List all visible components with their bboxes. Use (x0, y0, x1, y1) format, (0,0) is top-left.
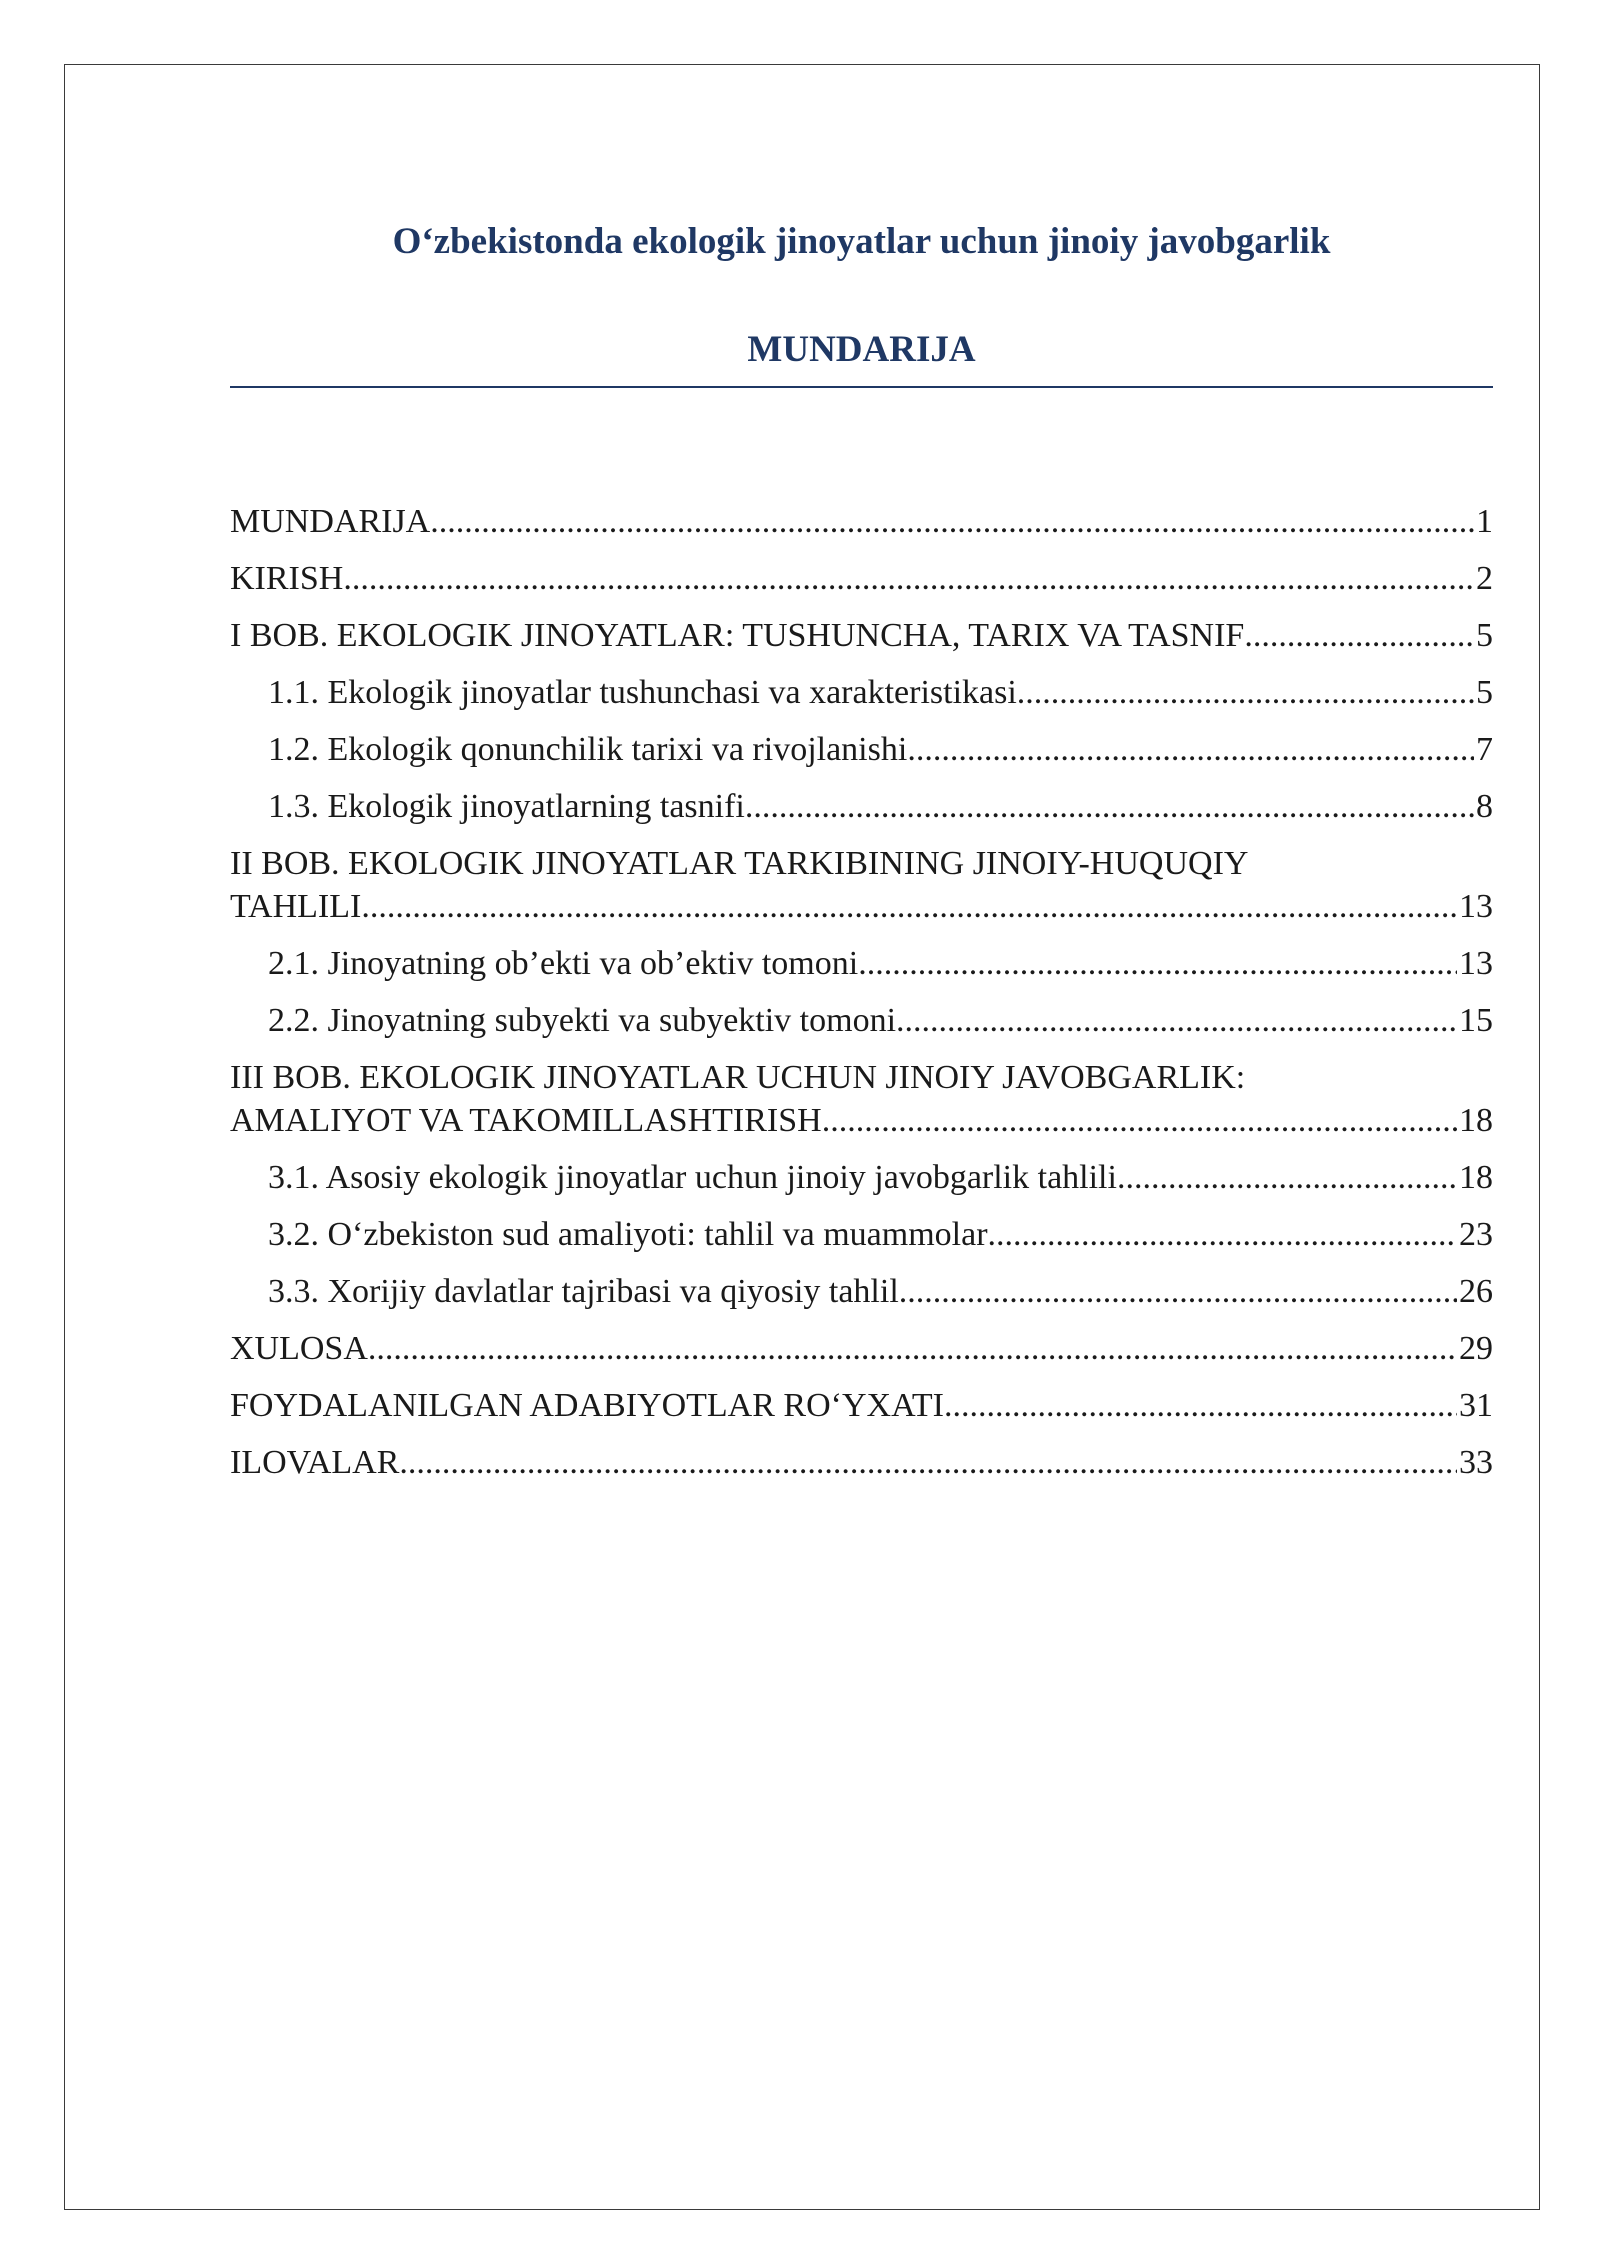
toc-entry-section-1-1[interactable] (230, 671, 1493, 714)
document-title: O‘zbekistonda ekologik jinoyatlar uchun jinoiy javobgarlik (392, 221, 1331, 262)
toc-entry-label: XULOSA (230, 1330, 368, 1367)
toc-entry-label: I BOB. EKOLOGIK JINOYATLAR: TUSHUNCHA, TARIX VA TASNIF (230, 617, 1245, 654)
toc-entry-label: 2.1. Jinoyatning ob’ekti va ob’ektiv tomoni (268, 945, 859, 982)
toc-entry-section-2-1[interactable] (230, 942, 1493, 985)
dot-leader (988, 1213, 1457, 1256)
toc-entry-label: 1.3. Ekologik jinoyatlarning tasnifi (268, 788, 745, 825)
dot-leader (944, 1384, 1457, 1427)
toc-entry-section-3-2[interactable] (230, 1213, 1493, 1256)
toc-page-number: 13 (1459, 888, 1493, 925)
toc-entry-label-line1: II BOB. EKOLOGIK JINOYATLAR TARKIBINING JINOIY-HUQUQIY (230, 845, 1249, 882)
dot-leader (896, 999, 1457, 1042)
toc-page-number: 5 (1476, 674, 1493, 711)
toc-entry-label: 2.2. Jinoyatning subyekti va subyektiv tomoni (268, 1002, 897, 1039)
dot-leader (1117, 1156, 1457, 1199)
toc-page-number: 1 (1476, 503, 1493, 540)
toc-entry-label: 1.1. Ekologik jinoyatlar tushunchasi va xarakteristikasi (268, 674, 1017, 711)
dot-leader (858, 942, 1457, 985)
toc-entry-label: FOYDALANILGAN ADABIYOTLAR RO‘YXATI (230, 1387, 944, 1424)
toc-heading: MUNDARIJA (747, 329, 976, 370)
toc-entry-label: ILOVALAR (230, 1444, 400, 1481)
dot-leader (1017, 671, 1474, 714)
toc-page-number: 2 (1476, 560, 1493, 597)
toc-entry-label: KIRISH (230, 560, 344, 597)
toc-entry-section-1-3[interactable] (230, 785, 1493, 828)
dot-leader (822, 1099, 1457, 1142)
heading-divider (230, 386, 1493, 388)
toc-page-number: 23 (1459, 1216, 1493, 1253)
dot-leader (1244, 614, 1474, 657)
dot-leader (430, 500, 1474, 543)
toc-page-number: 5 (1476, 617, 1493, 654)
dot-leader (343, 557, 1474, 600)
dot-leader (907, 728, 1474, 771)
toc-entry-chapter-2[interactable] (230, 842, 1493, 928)
toc-page-number: 26 (1459, 1273, 1493, 1310)
toc-entry-label: 3.3. Xorijiy davlatlar tajribasi va qiyosiy tahlil (268, 1273, 899, 1310)
toc-entry-chapter-1[interactable] (230, 614, 1493, 657)
toc-entry-section-3-1[interactable] (230, 1156, 1493, 1199)
toc-entry-label: 1.2. Ekologik qonunchilik tarixi va rivojlanishi (268, 731, 908, 768)
toc-entry-label: 3.2. O‘zbekiston sud amaliyoti: tahlil va muammolar (268, 1216, 988, 1253)
toc-entry-label: MUNDARIJA (230, 503, 431, 540)
toc-page-number: 18 (1459, 1159, 1493, 1196)
toc-entry-mundarija[interactable] (230, 500, 1493, 543)
toc-entry-label-line1: III BOB. EKOLOGIK JINOYATLAR UCHUN JINOIY JAVOBGARLIK: (230, 1059, 1246, 1096)
toc-entry-label: AMALIYOT VA TAKOMILLASHTIRISH (230, 1102, 822, 1139)
toc-entry-ilovalar[interactable] (230, 1441, 1493, 1484)
dot-leader (899, 1270, 1457, 1313)
toc-entry-xulosa[interactable] (230, 1327, 1493, 1370)
toc-entry-references[interactable] (230, 1384, 1493, 1427)
toc-page-number: 13 (1459, 945, 1493, 982)
toc-entry-kirish[interactable] (230, 557, 1493, 600)
toc-entry-section-1-2[interactable] (230, 728, 1493, 771)
toc-entry-label: 3.1. Asosiy ekologik jinoyatlar uchun jinoiy javobgarlik tahlili (268, 1159, 1117, 1196)
toc-entry-chapter-3[interactable] (230, 1056, 1493, 1142)
dot-leader (399, 1441, 1457, 1484)
toc-page-number: 33 (1459, 1444, 1493, 1481)
dot-leader (361, 885, 1457, 928)
toc-entry-section-2-2[interactable] (230, 999, 1493, 1042)
toc-page-number: 31 (1459, 1387, 1493, 1424)
dot-leader (368, 1327, 1457, 1370)
toc-page-number: 15 (1459, 1002, 1493, 1039)
toc-page-number: 7 (1476, 731, 1493, 768)
toc-entry-label: TAHLILI (230, 888, 362, 925)
table-of-contents (230, 500, 1493, 1498)
toc-page-number: 29 (1459, 1330, 1493, 1367)
toc-entry-section-3-3[interactable] (230, 1270, 1493, 1313)
toc-page-number: 8 (1476, 788, 1493, 825)
dot-leader (745, 785, 1474, 828)
toc-page-number: 18 (1459, 1102, 1493, 1139)
